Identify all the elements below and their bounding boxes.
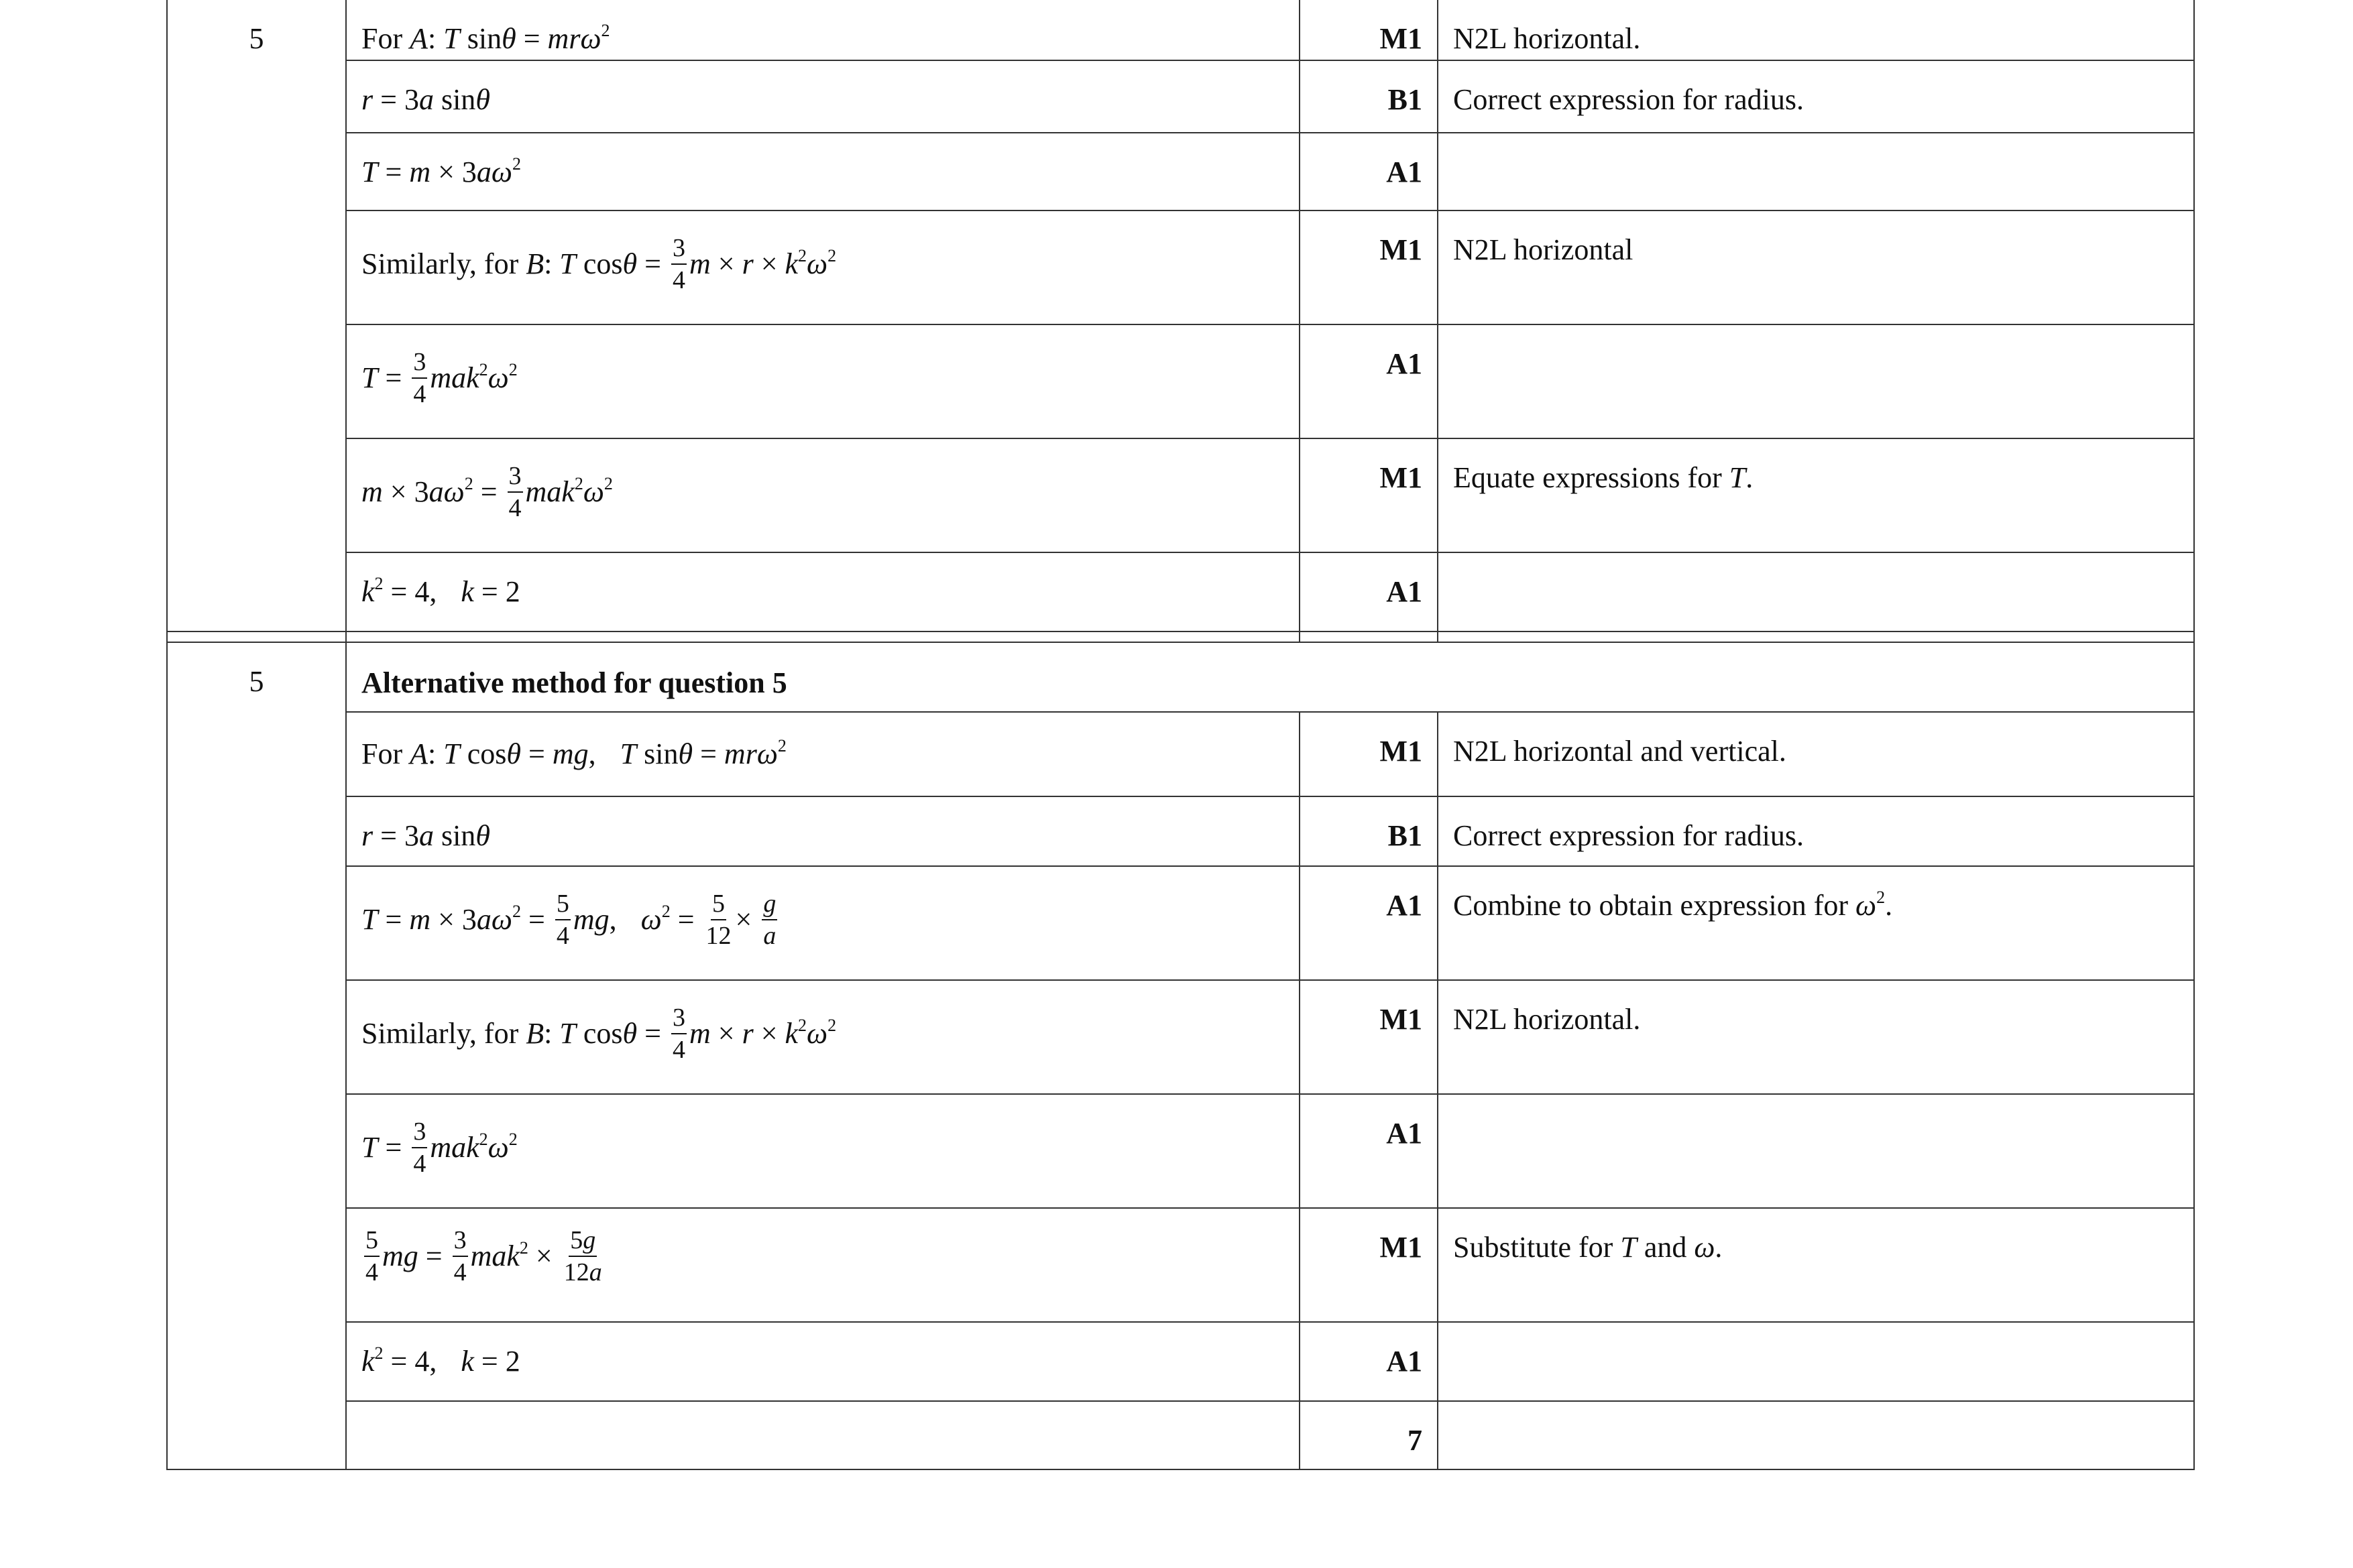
- mark-code: A1: [1300, 552, 1438, 631]
- table-row: [167, 712, 2194, 796]
- comment-cell: [1438, 324, 2194, 438]
- comment-cell: N2L horizontal: [1438, 210, 2194, 324]
- question-number: 5: [167, 0, 346, 631]
- comment-cell: N2L horizontal.: [1438, 980, 2194, 1094]
- comment-cell: Correct expression for radius.: [1438, 60, 2194, 133]
- mark-code: A1: [1300, 324, 1438, 438]
- working-cell: $T = m \times 3a\omega^2$: [346, 133, 1300, 210]
- working-cell: [346, 1401, 1300, 1469]
- working-cell: r = 3a sinθ: [346, 796, 1300, 866]
- mark-code: B1: [1300, 796, 1438, 866]
- table-row: [167, 210, 2194, 324]
- mark-code: M1: [1300, 210, 1438, 324]
- working-cell: T = $\frac{3}{4}$ $mak^2\omega^2$: [346, 324, 1300, 438]
- comment-cell: [1438, 1094, 2194, 1208]
- comment-cell: [1438, 1401, 2194, 1469]
- comment-cell: Combine to obtain expression for $\omega^2$.: [1438, 866, 2194, 980]
- working-cell: $k^2 = 4$, k = 2: [346, 552, 1300, 631]
- comment-cell: Correct expression for radius.: [1438, 796, 2194, 866]
- comment-cell: Equate expressions for T.: [1438, 438, 2194, 552]
- working-cell: $\frac{5}{4}$ mg = $\frac{3}{4}$ mak$^2$ × $\frac{5g}{12a}$: [346, 1208, 1300, 1322]
- mark-code: A1: [1300, 1094, 1438, 1208]
- working-cell: T = $\frac{3}{4}$ $mak^2\omega^2$: [346, 1094, 1300, 1208]
- table-row: [167, 642, 2194, 712]
- mark-code: M1: [1300, 1208, 1438, 1322]
- mark-code: M1: [1300, 0, 1438, 60]
- alternative-heading: Alternative method for question 5: [346, 642, 2194, 712]
- mark-scheme-table: [166, 0, 2195, 1470]
- mark-code: M1: [1300, 980, 1438, 1094]
- total-marks: 7: [1300, 1401, 1438, 1469]
- comment-cell: [1438, 1322, 2194, 1401]
- table-row: [167, 1208, 2194, 1322]
- table-row: [167, 866, 2194, 980]
- comment-cell: N2L horizontal and vertical.: [1438, 712, 2194, 796]
- question-number: 5: [167, 642, 346, 1469]
- working-cell: $m \times 3a\omega^2$ = $\frac{3}{4}$ $mak^2\omega^2$: [346, 438, 1300, 552]
- mark-scheme: [166, 0, 2193, 1470]
- table-row: [167, 552, 2194, 631]
- comment-cell: Substitute for T and ω.: [1438, 1208, 2194, 1322]
- mark-code: A1: [1300, 133, 1438, 210]
- table-row: [167, 0, 2194, 60]
- comment-cell: N2L horizontal.: [1438, 0, 2194, 60]
- table-row: [167, 1401, 2194, 1469]
- table-row: [167, 980, 2194, 1094]
- table-row: [167, 324, 2194, 438]
- comment-cell: [1438, 133, 2194, 210]
- working-cell: Similarly, for B: T cosθ = $\frac{3}{4}$ $m \times r \times k^2\omega^2$: [346, 210, 1300, 324]
- mark-code: A1: [1300, 866, 1438, 980]
- table-row: [167, 1322, 2194, 1401]
- mark-code: B1: [1300, 60, 1438, 133]
- table-row: [167, 438, 2194, 552]
- table-row: [167, 133, 2194, 210]
- mark-code: M1: [1300, 712, 1438, 796]
- working-cell: For A: T cosθ = mg, T sinθ = mrω$^2$: [346, 712, 1300, 796]
- working-cell: $T = m \times 3a\omega^2$ = $\frac{5}{4}$ mg, $\omega^2$ = $\frac{5}{12}$ × $\frac{g}{a}$: [346, 866, 1300, 980]
- section-divider: [167, 631, 2194, 642]
- working-cell: Similarly, for B: T cosθ = $\frac{3}{4}$ $m \times r \times k^2\omega^2$: [346, 980, 1300, 1094]
- comment-cell: [1438, 552, 2194, 631]
- working-cell: For A: T sinθ = mrω$^2$: [346, 0, 1300, 60]
- table-row: [167, 1094, 2194, 1208]
- mark-code: A1: [1300, 1322, 1438, 1401]
- table-row: [167, 60, 2194, 133]
- working-cell: $k^2 = 4$, k = 2: [346, 1322, 1300, 1401]
- table-row: [167, 796, 2194, 866]
- working-cell: r = 3a sinθ: [346, 60, 1300, 133]
- mark-code: M1: [1300, 438, 1438, 552]
